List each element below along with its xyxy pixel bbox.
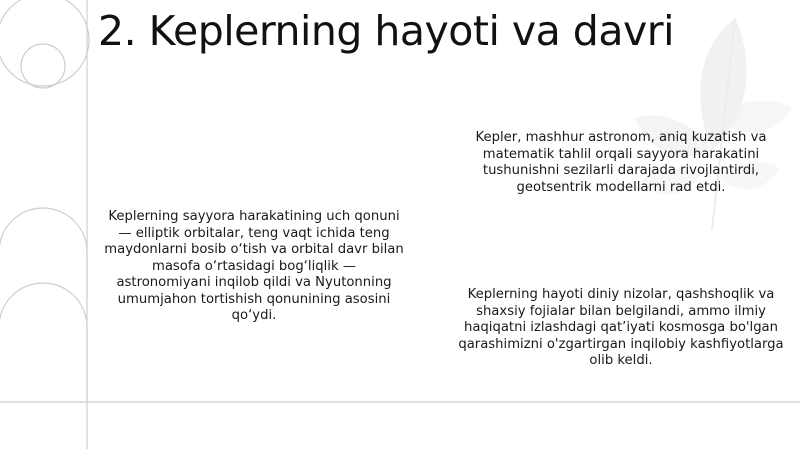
top-large-circle xyxy=(0,0,89,86)
paragraph-kepler-life: Keplerning hayoti diniy nizolar, qashshoqlik va shaxsiy fojialar bilan belgilandi, ammo ilmiy haqiqatni izlashdagi qat’iyati kosmosga bo'lgan qarashimizni o'zgartirgan inqilobiy kashfiyotlarga olib keldi. xyxy=(458,287,784,368)
upper-arch xyxy=(0,208,87,298)
paragraph-kepler-laws: Keplerning sayyora harakatining uch qonuni — elliptik orbitalar, teng vaqt ichida teng maydonlarni bosib o‘tish va orbital davr bilan masofa o‘rtasidagi bog‘liqlik — astronomiyani inqilob qildi va Nyutonning umumjahon tortishish qonunining asosini qo‘ydi. xyxy=(104,209,404,323)
top-small-circle xyxy=(21,44,65,88)
lower-arch xyxy=(0,283,87,402)
slide-title: 2. Keplerning hayoti va davri xyxy=(98,7,674,55)
paragraph-kepler-astronomer: Kepler, mashhur astronom, aniq kuzatish va matematik tahlil orqali sayyora harakatini tushunishni sezilarli darajada rivojlantirdi, geotsentrik modellarni rad etdi. xyxy=(475,130,767,195)
